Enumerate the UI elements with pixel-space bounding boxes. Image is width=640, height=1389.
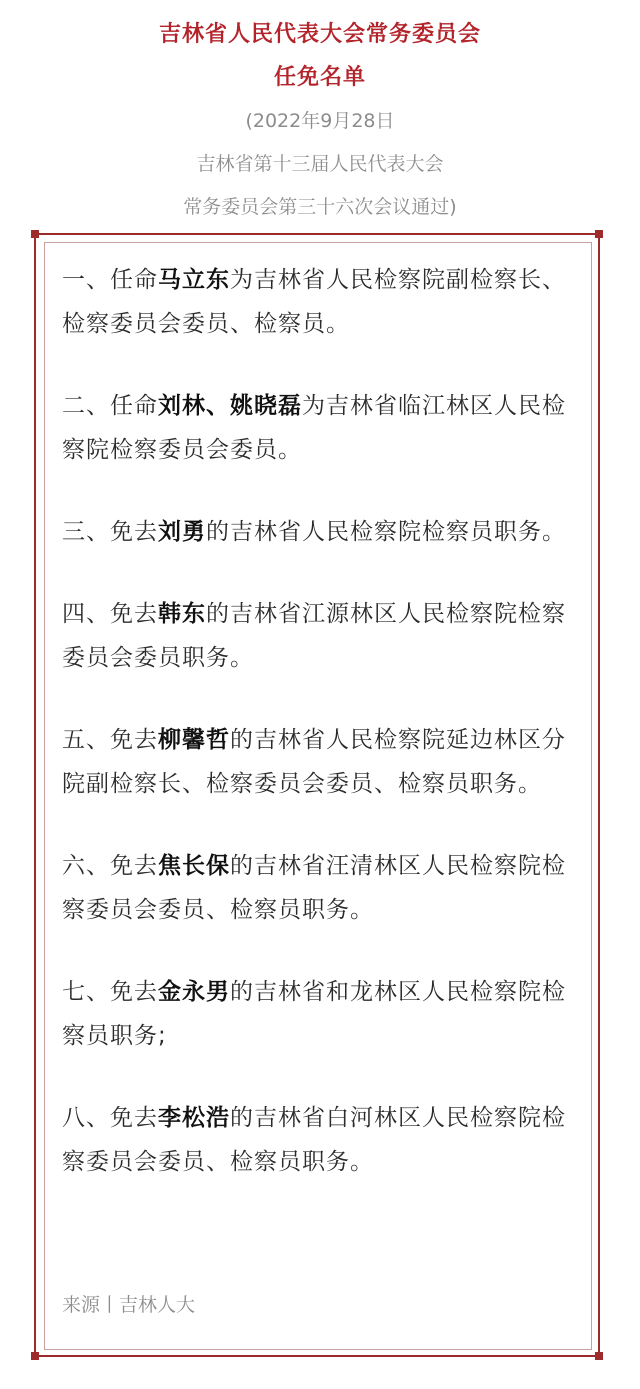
date-line: (2022年9月28日 xyxy=(245,110,395,132)
frame-corner xyxy=(31,230,39,238)
list-item xyxy=(62,510,582,554)
list-item xyxy=(62,844,582,932)
list-item xyxy=(62,970,582,1058)
list-item xyxy=(62,384,582,472)
document-subtitle-title: 任免名单 xyxy=(273,65,366,90)
person-name: 金永男 xyxy=(158,979,230,1005)
session-line: 吉林省第十三届人民代表大会 xyxy=(196,153,444,175)
list-item xyxy=(62,1096,582,1184)
frame-corner xyxy=(31,1352,39,1360)
document-title: 吉林省人民代表大会常务委员会 xyxy=(158,22,481,47)
item-text: 为吉林省人民检察院副检察长、检察委员会委员、检察员。 xyxy=(62,267,566,337)
person-name: 刘勇 xyxy=(158,519,206,545)
person-name: 柳馨哲 xyxy=(158,727,230,753)
frame-corner xyxy=(595,230,603,238)
item-text: 的吉林省汪清林区人民检察院检察委员会委员、检察员职务。 xyxy=(62,853,566,923)
item-text: 为吉林省临江林区人民检察院检察委员会委员。 xyxy=(62,393,566,463)
source-credit: 来源丨吉林人大 xyxy=(62,1294,196,1316)
person-name: 李松浩 xyxy=(158,1105,230,1131)
frame-corner xyxy=(595,1352,603,1360)
person-name: 韩东 xyxy=(158,601,206,627)
item-prefix: 一、任命 xyxy=(62,267,158,293)
list-item xyxy=(62,258,582,346)
item-text: 的吉林省和龙林区人民检察院检察员职务; xyxy=(62,979,566,1049)
meeting-line: 常务委员会第三十六次会议通过) xyxy=(183,196,457,218)
appointment-list xyxy=(62,258,582,1222)
item-prefix: 四、免去 xyxy=(62,601,158,627)
item-prefix: 七、免去 xyxy=(62,979,158,1005)
item-text: 的吉林省白河林区人民检察院检察委员会委员、检察员职务。 xyxy=(62,1105,566,1175)
item-prefix: 三、免去 xyxy=(62,519,158,545)
person-name: 刘林、姚晓磊 xyxy=(158,393,302,419)
item-text: 的吉林省江源林区人民检察院检察委员会委员职务。 xyxy=(62,601,566,671)
person-name: 马立东 xyxy=(158,267,230,293)
list-item xyxy=(62,718,582,806)
item-text: 的吉林省人民检察院延边林区分院副检察长、检察委员会委员、检察员职务。 xyxy=(62,727,566,797)
list-item xyxy=(62,592,582,680)
item-prefix: 六、免去 xyxy=(62,853,158,879)
item-prefix: 八、免去 xyxy=(62,1105,158,1131)
item-prefix: 二、任命 xyxy=(62,393,158,419)
person-name: 焦长保 xyxy=(158,853,230,879)
item-prefix: 五、免去 xyxy=(62,727,158,753)
item-text: 的吉林省人民检察院检察员职务。 xyxy=(206,519,566,545)
